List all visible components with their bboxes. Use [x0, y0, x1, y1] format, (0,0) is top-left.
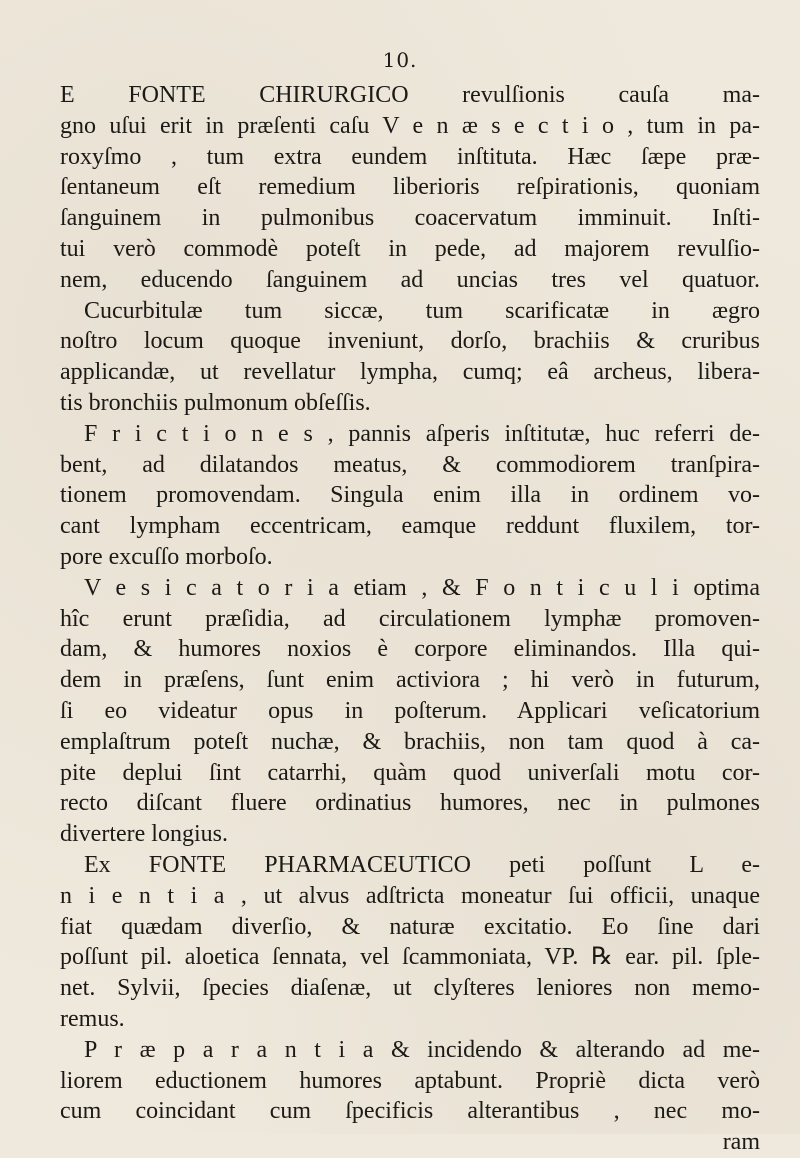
text-line: n i e n t i a , ut alvus adſtricta moneatur ſui officii, unaque	[60, 882, 760, 909]
text-line: V e s i c a t o r i a etiam , & F o n t i c u l i optima	[84, 574, 760, 601]
text-line: Cucurbitulæ tum siccæ, tum scarificatæ in ægro	[84, 297, 760, 324]
text-line: remus.	[60, 1005, 125, 1032]
text-line: ſi eo videatur opus in poſterum. Applicari veſicatorium	[60, 697, 760, 724]
text-line: tis bronchiis pulmonum obſeſſis.	[60, 389, 371, 416]
text-line: ſanguinem in pulmonibus coacervatum imminuit. Inſti-	[60, 205, 760, 232]
text-line: ram	[722, 1129, 760, 1156]
text-line: dam, & humores noxios è corpore eliminandos. Illa qui-	[60, 636, 760, 663]
text-line: ſentaneum eſt remedium liberioris reſpirationis, quoniam	[60, 174, 760, 201]
text-line: emplaſtrum poteſt nuchæ, & brachiis, non tam quod à ca-	[60, 728, 760, 755]
text-line: nem, educendo ſanguinem ad uncias tres vel quatuor.	[60, 266, 760, 293]
text-line: tionem promovendam. Singula enim illa in ordinem vo-	[60, 482, 760, 509]
body-text	[60, 80, 760, 1158]
text-line: fiat quædam diverſio, & naturæ excitatio. Eo ſine dari	[60, 913, 760, 940]
text-line: pore excuſſo morboſo.	[60, 543, 273, 570]
text-line: F r i c t i o n e s , pannis aſperis inſtitutæ, huc referri de-	[84, 420, 760, 447]
text-line: tui verò commodè poteſt in pede, ad majorem revulſio-	[60, 235, 760, 262]
text-line: roxyſmo , tum extra eundem inſtituta. Hæc ſæpe præ-	[60, 143, 760, 170]
text-line: poſſunt pil. aloetica ſennata, vel ſcammoniata, VP. ℞ ear. pil. ſple-	[60, 944, 760, 971]
text-line: divertere longius.	[60, 821, 228, 848]
text-line: hîc erunt præſidia, ad circulationem lymphæ promoven-	[60, 605, 760, 632]
text-line: bent, ad dilatandos meatus, & commodiorem tranſpira-	[60, 451, 760, 478]
text-line: cant lympham eccentricam, eamque reddunt fluxilem, tor-	[60, 513, 760, 540]
text-line: E FONTE CHIRURGICO revulſionis cauſa ma-	[60, 82, 760, 108]
page-number: 10.	[382, 48, 418, 72]
text-line: pite deplui ſint catarrhi, quàm quod univerſali motu cor-	[60, 759, 760, 786]
text-line: gno uſui erit in præſenti caſu V e n æ s e c t i o , tum in pa-	[60, 112, 760, 139]
text-line: applicandæ, ut revellatur lympha, cumq; eâ archeus, libera-	[60, 359, 760, 386]
text-line: liorem eductionem humores aptabunt. Propriè dicta verò	[60, 1067, 760, 1094]
text-line: P r æ p a r a n t i a & incidendo & alterando ad me-	[84, 1036, 760, 1063]
text-line: dem in præſens, ſunt enim activiora ; hi verò in futurum,	[60, 667, 760, 694]
text-line: cum coincidant cum ſpecificis alterantibus , nec mo-	[60, 1098, 760, 1125]
text-line: recto diſcant fluere ordinatius humores, nec in pulmones	[60, 790, 760, 817]
text-line: noſtro locum quoque inveniunt, dorſo, brachiis & cruribus	[60, 328, 760, 355]
text-line: net. Sylvii, ſpecies diaſenæ, ut clyſteres leniores non memo-	[60, 975, 760, 1002]
text-line: Ex FONTE PHARMACEUTICO peti poſſunt L e-	[84, 851, 760, 878]
